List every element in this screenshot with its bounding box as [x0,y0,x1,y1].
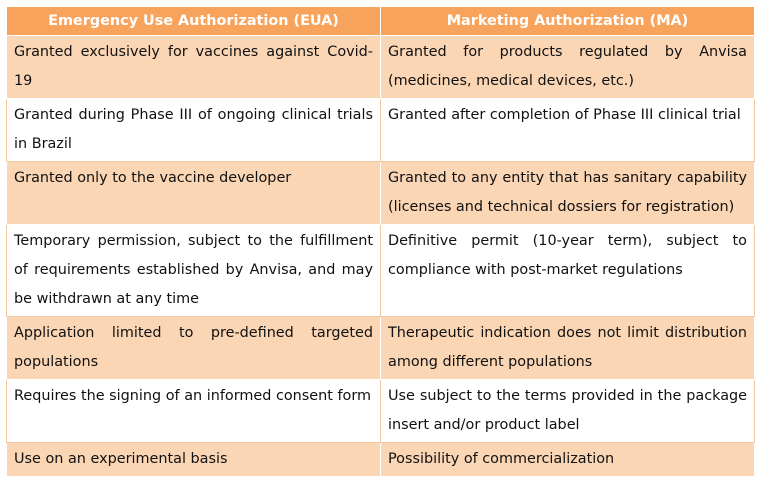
cell-eua: Use on an experimental basis [7,443,381,477]
table-row [7,162,755,225]
cell-eua: Granted only to the vaccine developer [7,162,381,225]
cell-eua: Application limited to pre-defined targeted populations [7,317,381,380]
table-body [7,36,755,477]
header-ma: Marketing Authorization (MA) [381,7,755,36]
cell-ma: Possibility of commercialization [381,443,755,477]
header-row [7,7,755,36]
header-eua: Emergency Use Authorization (EUA) [7,7,381,36]
table-row [7,36,755,99]
table-row [7,99,755,162]
comparison-table [6,6,755,477]
table-header [7,7,755,36]
table-row [7,380,755,443]
cell-eua: Granted exclusively for vaccines against Covid-19 [7,36,381,99]
cell-ma: Granted to any entity that has sanitary capability (licenses and technical dossiers for registration) [381,162,755,225]
cell-eua: Temporary permission, subject to the fulfillment of requirements established by Anvisa, and may be withdrawn at any time [7,225,381,317]
cell-ma: Use subject to the terms provided in the package insert and/or product label [381,380,755,443]
cell-eua: Granted during Phase III of ongoing clinical trials in Brazil [7,99,381,162]
table-row [7,225,755,317]
table-row [7,317,755,380]
cell-eua: Requires the signing of an informed consent form [7,380,381,443]
cell-ma: Granted for products regulated by Anvisa (medicines, medical devices, etc.) [381,36,755,99]
cell-ma: Granted after completion of Phase III clinical trial [381,99,755,162]
table-row [7,443,755,477]
cell-ma: Therapeutic indication does not limit distribution among different populations [381,317,755,380]
cell-ma: Definitive permit (10-year term), subject to compliance with post-market regulations [381,225,755,317]
